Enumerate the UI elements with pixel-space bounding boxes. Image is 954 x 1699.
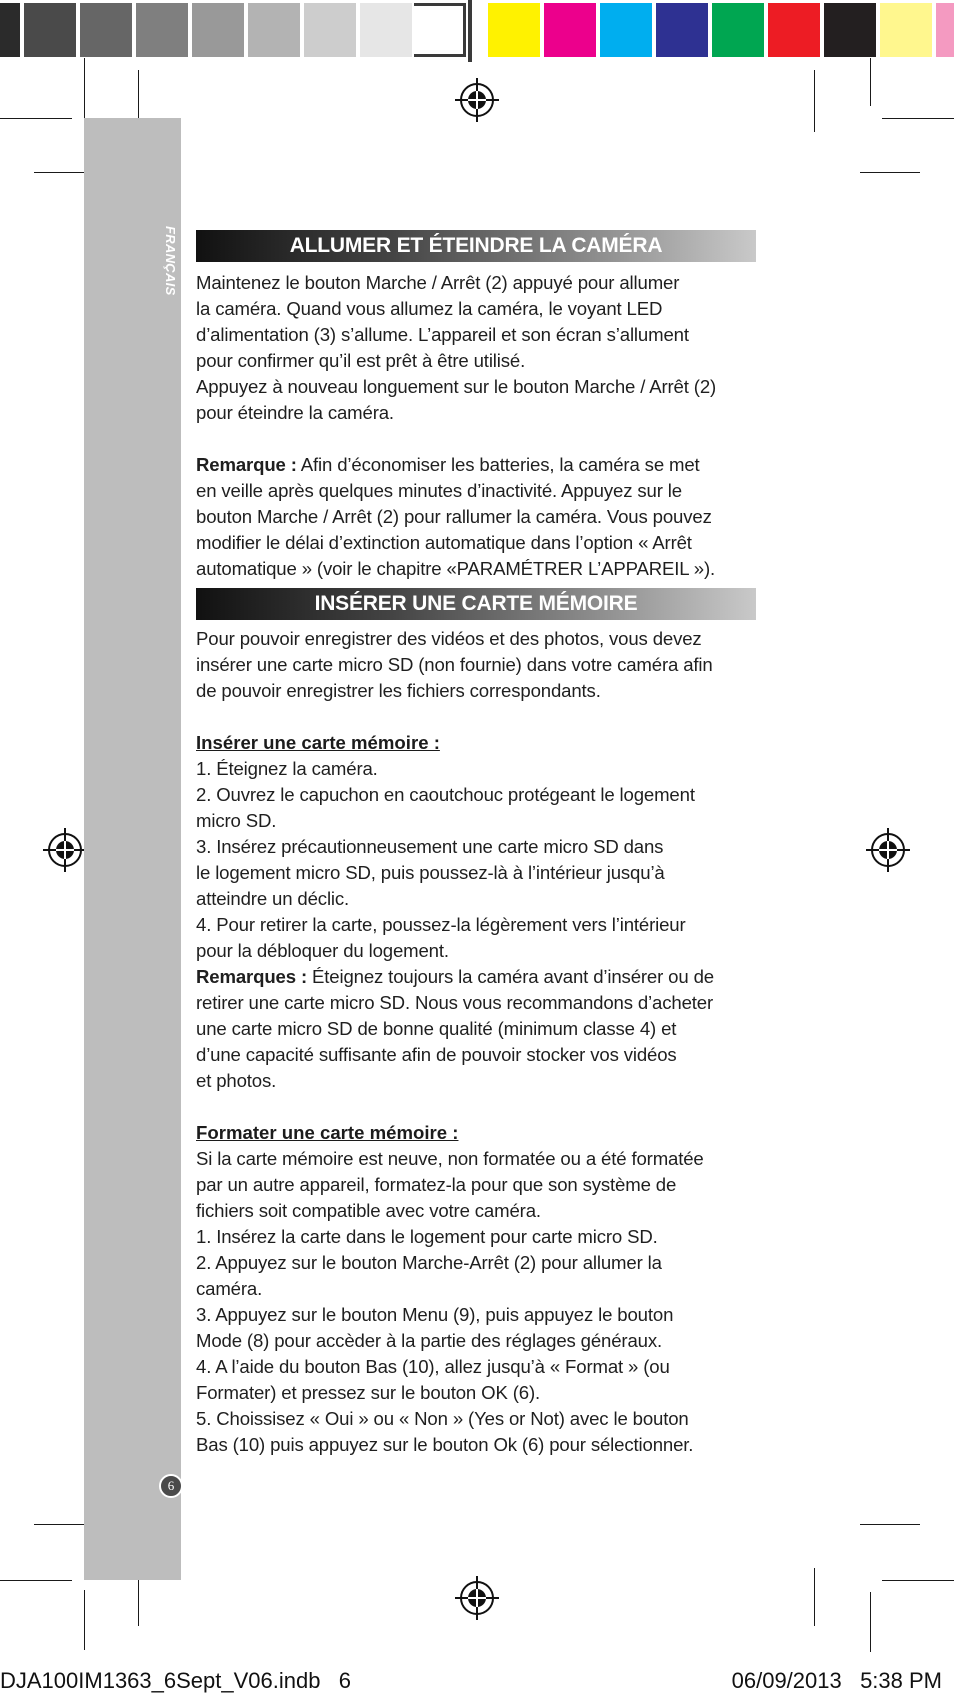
- text-line: une carte micro SD de bonne qualité (minimum classe 4) et: [196, 1018, 677, 1039]
- text-line: Pour pouvoir enregistrer des vidéos et des photos, vous devez: [196, 628, 702, 649]
- insert-card-steps: [196, 756, 756, 1094]
- side-strip: [84, 118, 181, 1580]
- divider-swatch: [468, 0, 472, 62]
- remarks-text: Éteignez toujours la caméra avant d’insérer ou de: [306, 966, 714, 987]
- text-line: 2. Ouvrez le capuchon en caoutchouc protégeant le logement: [196, 784, 695, 805]
- text-line: [196, 964, 756, 990]
- pink-swatch: [936, 3, 954, 57]
- crop-mark: [84, 58, 85, 118]
- text-line: Appuyez à nouveau longuement sur le bouton Marche / Arrêt (2): [196, 376, 717, 397]
- gray-swatch: [136, 3, 188, 57]
- text-line: de pouvoir enregistrer les fichiers correspondants.: [196, 680, 601, 701]
- language-text: FRANÇAIS: [163, 226, 178, 296]
- gray-swatch: [248, 3, 300, 57]
- text-line: en veille après quelques minutes d’inactivité. Appuyez sur le: [196, 480, 682, 501]
- crop-mark: [814, 1568, 815, 1626]
- text-line: pour la débloquer du logement.: [196, 940, 449, 961]
- text-line: [196, 452, 756, 478]
- note-label: Remarque :: [196, 454, 297, 475]
- text-line: bouton Marche / Arrêt (2) pour rallumer la caméra. Vous pouvez: [196, 506, 712, 527]
- remarks-label: Remarques :: [196, 966, 307, 987]
- footer-date-slug: 06/09/2013 5:38 PM: [731, 1668, 942, 1693]
- text-line: la caméra. Quand vous allumez la caméra, le voyant LED: [196, 298, 663, 319]
- gray-swatch: [80, 3, 132, 57]
- text-line: pour éteindre la caméra.: [196, 402, 394, 423]
- registration-mark-icon: [453, 76, 501, 124]
- blue-swatch: [656, 3, 708, 57]
- text-line: 5. Choissisez « Oui » ou « Non » (Yes or Not) avec le bouton: [196, 1408, 689, 1429]
- color-calibration-bar: [0, 0, 954, 62]
- text-line: 2. Appuyez sur le bouton Marche-Arrêt (2) pour allumer la: [196, 1252, 662, 1273]
- insert-card-heading: Insérer une carte mémoire :: [196, 732, 440, 753]
- page-content: [196, 230, 756, 1458]
- text-line: 3. Appuyez sur le bouton Menu (9), puis appuyez le bouton: [196, 1304, 674, 1325]
- power-paragraph: [196, 270, 756, 426]
- text-line: 3. Insérez précautionneusement une carte micro SD dans: [196, 836, 664, 857]
- text-line: Formater) et pressez sur le bouton OK (6).: [196, 1382, 541, 1403]
- footer-file-slug: DJA100IM1363_6Sept_V06.indb 6: [0, 1668, 352, 1693]
- red-swatch: [768, 3, 820, 57]
- green-swatch: [712, 3, 764, 57]
- memory-intro: [196, 626, 756, 704]
- magenta-swatch: [544, 3, 596, 57]
- text-line: Si la carte mémoire est neuve, non formatée ou a été formatée: [196, 1148, 704, 1169]
- gray-swatch: [304, 3, 356, 57]
- text-line: 1. Insérez la carte dans le logement pour carte micro SD.: [196, 1226, 658, 1247]
- text-line: modifier le délai d’extinction automatique dans l’option « Arrêt: [196, 532, 692, 553]
- text-line: insérer une carte micro SD (non fournie) dans votre caméra afin: [196, 654, 713, 675]
- text-line: Mode (8) pour accèder à la partie des réglages généraux.: [196, 1330, 663, 1351]
- text-line: retirer une carte micro SD. Nous vous recommandons d’acheter: [196, 992, 714, 1013]
- note-text: Afin d’économiser les batteries, la caméra se met: [296, 454, 700, 475]
- black-swatch: [824, 3, 876, 57]
- crop-mark: [860, 1524, 920, 1525]
- text-line: le logement micro SD, puis poussez-là à l’intérieur jusqu’à: [196, 862, 665, 883]
- format-card-steps: [196, 1146, 756, 1458]
- text-line: et photos.: [196, 1070, 277, 1091]
- format-card-heading: Formater une carte mémoire :: [196, 1122, 459, 1143]
- page-number: 6: [159, 1474, 183, 1498]
- crop-mark: [870, 1592, 871, 1652]
- text-line: 4. A l’aide du bouton Bas (10), allez jusqu’à « Format » (ou: [196, 1356, 670, 1377]
- text-line: fichiers soit compatible avec votre caméra.: [196, 1200, 541, 1221]
- registration-mark-icon: [864, 826, 912, 874]
- crop-mark: [84, 1590, 85, 1650]
- crop-mark: [882, 118, 954, 119]
- text-line: d’alimentation (3) s’allume. L’appareil et son écran s’allument: [196, 324, 689, 345]
- gray-swatch: [24, 3, 76, 57]
- text-line: micro SD.: [196, 810, 277, 831]
- text-line: par un autre appareil, formatez-la pour que son système de: [196, 1174, 677, 1195]
- crop-mark: [860, 172, 920, 173]
- crop-mark: [814, 70, 815, 132]
- yellow-swatch: [488, 3, 540, 57]
- registration-mark-icon: [453, 1574, 501, 1622]
- text-line: caméra.: [196, 1278, 263, 1299]
- gray-swatch: [360, 3, 412, 57]
- light-yellow-swatch: [880, 3, 932, 57]
- text-line: 4. Pour retirer la carte, poussez-la légèrement vers l’intérieur: [196, 914, 686, 935]
- text-line: 1. Éteignez la caméra.: [196, 758, 378, 779]
- crop-mark: [0, 1580, 72, 1581]
- text-line: atteindre un déclic.: [196, 888, 350, 909]
- text-line: d’une capacité suffisante afin de pouvoir stocker vos vidéos: [196, 1044, 677, 1065]
- language-label: [162, 226, 182, 316]
- power-note: [196, 452, 756, 582]
- gray-swatch: [192, 3, 244, 57]
- text-line: pour confirmer qu’il est prêt à être utilisé.: [196, 350, 526, 371]
- crop-mark: [870, 58, 871, 106]
- crop-mark: [882, 1580, 954, 1581]
- text-line: Maintenez le bouton Marche / Arrêt (2) appuyé pour allumer: [196, 272, 680, 293]
- registration-mark-icon: [41, 826, 89, 874]
- white-swatch: [414, 3, 466, 57]
- cyan-swatch: [600, 3, 652, 57]
- section-header-power: ALLUMER ET ÉTEINDRE LA CAMÉRA: [196, 230, 756, 262]
- text-line: automatique » (voir le chapitre «PARAMÉTRER L’APPAREIL »).: [196, 558, 716, 579]
- gray-swatch: [0, 3, 20, 57]
- crop-mark: [0, 118, 72, 119]
- section-header-memory-card: INSÉRER UNE CARTE MÉMOIRE: [196, 588, 756, 620]
- text-line: Bas (10) puis appuyez sur le bouton Ok (6) pour sélectionner.: [196, 1434, 694, 1455]
